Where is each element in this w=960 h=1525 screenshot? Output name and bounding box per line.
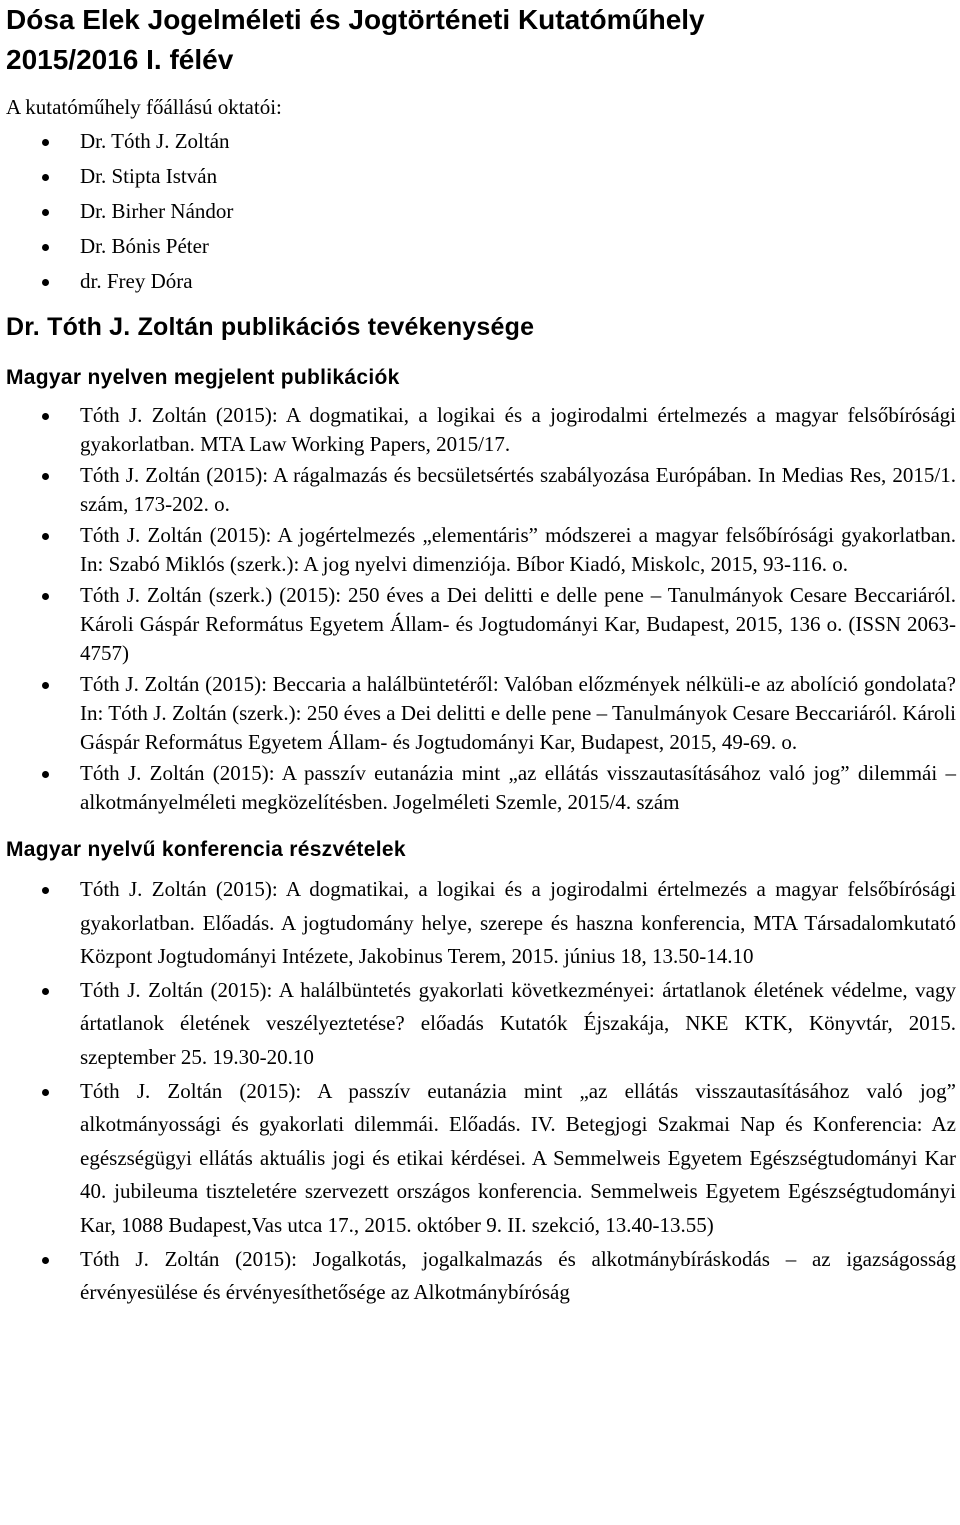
document-title <box>6 0 956 80</box>
conference-item <box>6 1075 956 1243</box>
bullet-icon <box>42 887 49 894</box>
bullet-icon <box>42 771 49 778</box>
staff-item <box>6 159 956 194</box>
conference-text: Tóth J. Zoltán (2015): Jogalkotás, jogalkalmazás és alkotmánybíráskodás – az igazságosság érvényesülése és érvényesíthetősége az Alkotmánybíróság <box>80 1246 956 1305</box>
publication-text: Tóth J. Zoltán (2015): A rágalmazás és becsületsértés szabályozása Európában. In Medias Res, 2015/1. szám, 173-202. o. <box>80 463 956 516</box>
conference-text: Tóth J. Zoltán (2015): A dogmatikai, a logikai és a jogirodalmi értelmezés a magyar felsőbírósági gyakorlatban. Előadás. A jogtudomány helye, szerepe és haszna konferencia, MTA Társadalomkutató Központ Jogtudományi Intézete, Jakobinus Terem, 2015. június 18, 13.50-14.10 <box>80 877 956 969</box>
person-heading: Dr. Tóth J. Zoltán publikációs tevékenysége <box>6 313 535 341</box>
staff-list <box>6 124 956 299</box>
staff-name: Dr. Tóth J. Zoltán <box>80 129 230 153</box>
publications-list <box>6 401 956 817</box>
bullet-icon <box>42 682 49 689</box>
staff-name: Dr. Stipta István <box>80 164 218 188</box>
staff-intro: A kutatóműhely főállású oktatói: <box>6 95 282 119</box>
bullet-icon <box>42 593 49 600</box>
publication-item <box>6 401 956 459</box>
publication-text: Tóth J. Zoltán (2015): A dogmatikai, a logikai és a jogirodalmi értelmezés a magyar felsőbírósági gyakorlatban. MTA Law Working Papers, 2015/17. <box>80 403 956 456</box>
bullet-icon <box>42 988 49 995</box>
staff-item <box>6 124 956 159</box>
publication-item <box>6 521 956 579</box>
bullet-icon <box>42 139 49 146</box>
conference-text: Tóth J. Zoltán (2015): A halálbüntetés gyakorlati következményei: ártatlanok életének védelme, vagy ártatlanok életének veszélyeztetése? előadás Kutatók Éjszakája, NKE KTK, Könyvtár, 2015. szeptember 25. 19.30-20.10 <box>80 977 956 1069</box>
publication-item <box>6 581 956 668</box>
staff-item <box>6 264 956 299</box>
publication-item <box>6 670 956 757</box>
publication-text: Tóth J. Zoltán (2015): A jogértelmezés „elementáris” módszerei a magyar felsőbírósági gyakorlatban. In: Szabó Miklós (szerk.): A jog nyelvi dimenziója. Bíbor Kiadó, Miskolc, 2015, 93-116. o. <box>80 523 956 576</box>
publication-item <box>6 461 956 519</box>
conference-item <box>6 1243 956 1310</box>
bullet-icon <box>42 209 49 216</box>
bullet-icon <box>42 1089 49 1096</box>
conference-item <box>6 974 956 1075</box>
staff-name: Dr. Bónis Péter <box>80 234 209 258</box>
bullet-icon <box>42 244 49 251</box>
publication-text: Tóth J. Zoltán (2015): Beccaria a halálbüntetéről: Valóban előzmények nélküli-e az abolíció gondolata? In: Tóth J. Zoltán (szerk.): 250 éves a Dei delitti e delle pene – Tanulmányok Cesare Beccariáról. Károli Gáspár Református Egyetem Állam- és Jogtudományi Kar, Budapest, 2015, 49-69. o. <box>80 672 956 754</box>
conference-text: Tóth J. Zoltán (2015): A passzív eutanázia mint „az ellátás visszautasításához való jog” alkotmányossági és gyakorlati dilemmái. Előadás. IV. Betegjogi Szakmai Nap és Konferencia: Az egészségügyi ellátás aktuális jogi és etikai kérdései. A Semmelweis Egyetem Egészségtudományi Kar 40. jubileuma tiszteletére szervezett országos konferencia. Semmelweis Egyetem Egészségtudományi Kar, 1088 Budapest,Vas utca 17., 2015. október 9. II. szekció, 13.40-13.55) <box>80 1078 956 1237</box>
conferences-heading: Magyar nyelvű konferencia részvételek <box>6 838 406 861</box>
staff-item <box>6 194 956 229</box>
bullet-icon <box>42 174 49 181</box>
bullet-icon <box>42 533 49 540</box>
title-line-1: Dósa Elek Jogelméleti és Jogtörténeti Kutatóműhely <box>6 4 705 35</box>
staff-item <box>6 229 956 264</box>
document-page <box>6 0 956 1310</box>
publications-heading: Magyar nyelven megjelent publikációk <box>6 366 400 389</box>
title-line-2: 2015/2016 I. félév <box>6 44 234 75</box>
bullet-icon <box>42 413 49 420</box>
conferences-list <box>6 873 956 1310</box>
publication-text: Tóth J. Zoltán (szerk.) (2015): 250 éves a Dei delitti e delle pene – Tanulmányok Cesare Beccariáról. Károli Gáspár Református Egyetem Állam- és Jogtudományi Kar, Budapest, 2015, 136 o. (ISSN 2063-4757) <box>80 583 956 665</box>
conference-item <box>6 873 956 974</box>
bullet-icon <box>42 473 49 480</box>
staff-name: Dr. Birher Nándor <box>80 199 234 223</box>
publication-text: Tóth J. Zoltán (2015): A passzív eutanázia mint „az ellátás visszautasításához való jog” dilemmái – alkotmányelméleti megközelítésben. Jogelméleti Szemle, 2015/4. szám <box>80 761 956 814</box>
bullet-icon <box>42 1257 49 1264</box>
bullet-icon <box>42 279 49 286</box>
staff-name: dr. Frey Dóra <box>80 269 193 293</box>
publication-item <box>6 759 956 817</box>
